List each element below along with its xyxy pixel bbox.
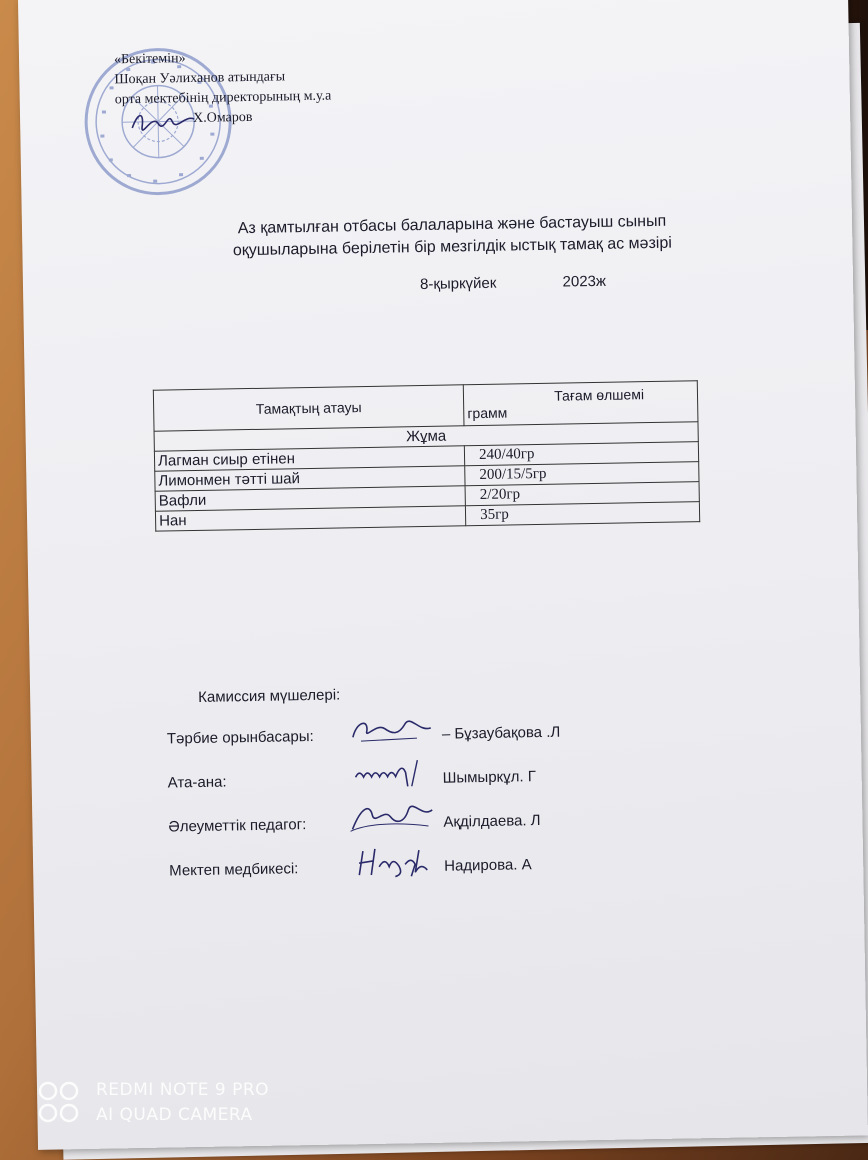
commission-member bbox=[169, 856, 532, 906]
watermark-line: AI QUAD CAMERA bbox=[96, 1105, 253, 1125]
dish-portion: 200/15/5гр bbox=[465, 462, 699, 486]
menu-table bbox=[153, 380, 700, 531]
document-sheet bbox=[18, 0, 868, 1150]
approval-line: орта мектебінің директорының м.у.а bbox=[114, 88, 332, 108]
commission-member bbox=[168, 812, 541, 862]
member-role: Мектеп медбикесі: bbox=[169, 860, 299, 880]
signature-icon bbox=[347, 756, 438, 792]
dish-portion: 240/40гр bbox=[464, 442, 698, 466]
signature-icon bbox=[349, 844, 440, 880]
dish-portion: 2/20гр bbox=[465, 482, 699, 506]
day-label: Жұма bbox=[154, 422, 698, 451]
director-name: Х.Омаров bbox=[192, 109, 253, 126]
signature-icon bbox=[348, 800, 439, 836]
commission-member bbox=[166, 723, 561, 774]
header-dish-name: Тамақтың атауы bbox=[153, 385, 464, 431]
header-portion-line1: Тағам өлшемі bbox=[554, 386, 645, 404]
commission-block bbox=[166, 686, 561, 906]
member-role: Тәрбие орынбасары: bbox=[166, 727, 314, 748]
member-name: – Бұзаубақова .Л bbox=[441, 723, 561, 743]
member-role: Әлеуметтік педагог: bbox=[168, 816, 307, 836]
approval-line: Шоқан Уәлиханов атындағы bbox=[114, 69, 286, 88]
header-portion-line2: грамм bbox=[467, 404, 508, 422]
header-portion-size bbox=[463, 381, 698, 426]
dish-name: Нан bbox=[155, 506, 465, 531]
director-signature-icon bbox=[128, 105, 199, 136]
dish-portion: 35гр bbox=[465, 502, 699, 526]
document-title bbox=[172, 210, 733, 264]
camera-watermark bbox=[38, 1078, 269, 1128]
member-name: Надирова. А bbox=[444, 856, 532, 875]
dish-name: Вафли bbox=[155, 486, 465, 511]
commission-member bbox=[167, 768, 537, 818]
title-line: Аз қамтылған отбасы балаларына және бастауыш сынып bbox=[237, 212, 667, 238]
date-day: 8-қыркүйек bbox=[419, 274, 497, 294]
document-date bbox=[420, 273, 606, 293]
signature-icon bbox=[347, 712, 438, 748]
watermark-line: REDMI NOTE 9 PRO bbox=[96, 1080, 270, 1100]
commission-heading: Камиссия мүшелері: bbox=[198, 686, 341, 706]
title-line: оқушыларына берілетін бір мезгілдік ыстық тамақ ас мәзірі bbox=[232, 234, 672, 260]
member-role: Ата-ана: bbox=[167, 773, 227, 792]
member-name: Ақділдаева. Л bbox=[443, 812, 541, 831]
member-name: Шымыркұл. Г bbox=[442, 768, 537, 787]
dish-name: Лимонмен тәтті шай bbox=[155, 466, 465, 491]
date-year: 2023ж bbox=[562, 272, 607, 291]
dish-name: Лагман сиыр етінен bbox=[154, 446, 464, 471]
approval-line: «Бекітемін» bbox=[113, 51, 186, 68]
